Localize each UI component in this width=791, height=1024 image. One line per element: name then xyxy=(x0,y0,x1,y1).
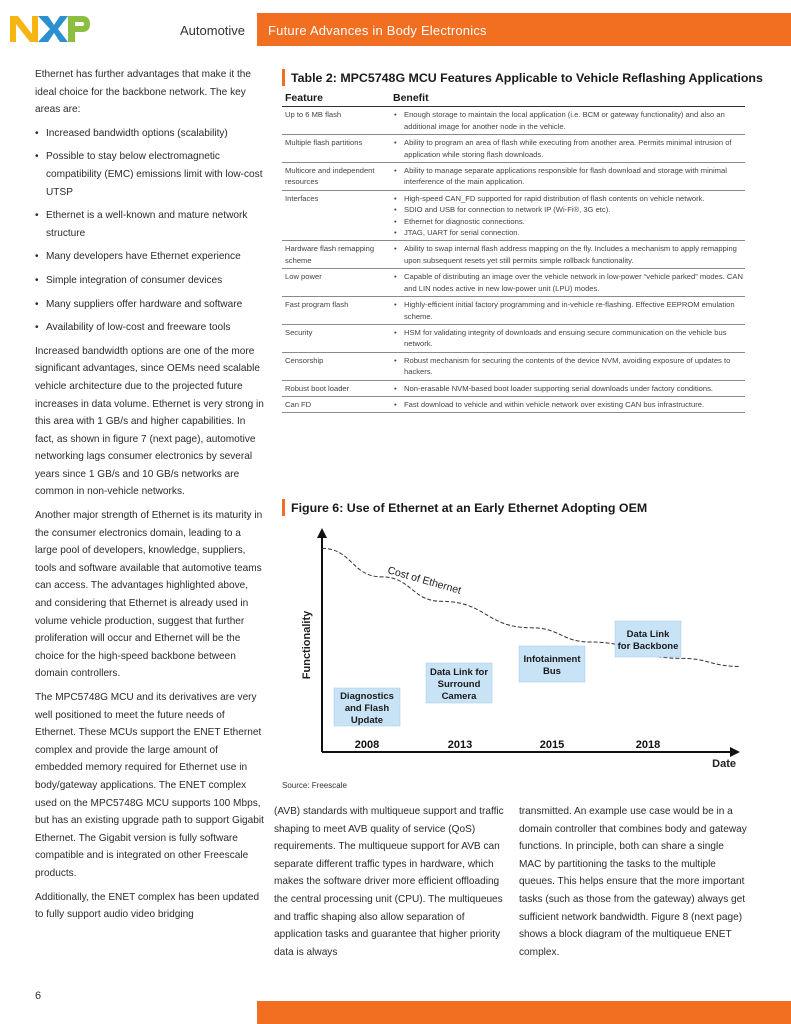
feature-cell: Multicore and independent resources xyxy=(282,163,390,191)
body-column-2: (AVB) standards with multiqueue support and traffic shaping to meet AVB quality of service (QoS) requirements. The multiqueue support for AVB can separate different traffic types in hardware, which makes the software driver more efficient offloading the central processing unit (CPU). The multiqueues and traffic shaping also allow separation of application tasks and guarantee that higher priority data is always xyxy=(274,806,504,958)
feature-column-header: Feature xyxy=(282,93,390,107)
table-row xyxy=(282,269,745,297)
feature-cell: Fast program flash xyxy=(282,297,390,325)
feature-cell: Hardware flash remapping scheme xyxy=(282,241,390,269)
advantages-list xyxy=(35,125,265,337)
benefit-item: • Enough storage to maintain the local application (i.e. BCM or gateway functionality) and also an additional image for another node in the vehicle. xyxy=(393,109,745,132)
milestone-label-line: Data Link xyxy=(626,629,670,640)
table-row xyxy=(282,190,745,241)
page-number: 6 xyxy=(35,990,42,1002)
benefit-item: • Ability to swap internal flash address mapping on the fly. Includes a mechanism to apply remapping upon subsequent resets yet still permits simple rollback functionality. xyxy=(393,243,745,266)
body-paragraph: Increased bandwidth options are one of the more significant advantages, since OEMs need scalable vehicle architecture due to the projected future increases in data volume. Ethernet is very strong in this area with 1 GB/s and higher capabilities. In fact, as shown in figure 7 (next page), automotive networking lags consumer electronics by several years since 1 GB/s and 10 GB/s networks are common in non-vehicle networks. xyxy=(35,345,264,498)
feature-cell: Multiple flash partitions xyxy=(282,135,390,163)
table-row xyxy=(282,135,745,163)
intro-paragraph: Ethernet has further advantages that make it the ideal choice for the backbone network. The key areas are: xyxy=(35,69,252,116)
milestone-label-line: Surround xyxy=(437,679,481,690)
list-item: • Increased bandwidth options (scalability) xyxy=(35,125,265,143)
benefit-cell xyxy=(390,269,745,297)
x-tick-label: 2008 xyxy=(354,739,380,751)
body-column-3: transmitted. An example use case would be in a domain controller that combines body and gateway functions. In principle, both can share a single MAC by partitioning the tasks to the multiple queues. This helps ensure that the more important tasks (such as those from the gateway) always get sufficient network bandwidth. Figure 8 (next page) shows a block diagram of the multiqueue ENET complex. xyxy=(519,806,747,958)
benefit-cell xyxy=(390,297,745,325)
list-item: • Many suppliers offer hardware and software xyxy=(35,296,265,314)
benefit-cell xyxy=(390,352,745,380)
benefit-cell xyxy=(390,380,745,396)
body-paragraph: Another major strength of Ethernet is its maturity in the consumer electronics domain, leading to a large pool of developers, knowledge, suppliers, tools and software available that automotive teams can access. The advantages highlighted above, and considering that Ethernet is already used in volume vehicle production, suggest that further proliferation will occur and Ethernet will be the choice for the high-speed backbone between domain controllers. xyxy=(35,510,263,680)
y-axis-label: Functionality xyxy=(301,610,313,680)
milestone-label-line: Camera xyxy=(441,691,477,702)
benefit-item: • High-speed CAN_FD supported for rapid distribution of flash contents on vehicle network. xyxy=(393,193,745,204)
benefit-cell xyxy=(390,190,745,241)
benefit-cell xyxy=(390,163,745,191)
x-tick-label: 2013 xyxy=(447,739,473,751)
benefit-item: • Fast download to vehicle and within vehicle network over existing CAN bus infrastructure. xyxy=(393,399,745,410)
benefit-item: • Capable of distributing an image over the vehicle network in low-power “vehicle parked” modes. CAN and LIN nodes active in new low-power unit (LPU) modes. xyxy=(393,271,745,294)
figure-heading xyxy=(282,496,747,518)
list-item: • Ethernet is a well-known and mature network structure xyxy=(35,207,265,242)
milestone-label-line: Infotainment xyxy=(523,654,581,665)
header-title: Future Advances in Body Electronics xyxy=(268,23,487,38)
chart-svg xyxy=(282,520,747,772)
table-row xyxy=(282,396,745,412)
feature-cell: Up to 6 MB flash xyxy=(282,107,390,135)
table-row xyxy=(282,241,745,269)
x-axis-label: Date xyxy=(712,758,736,770)
ethernet-adoption-chart xyxy=(282,520,747,772)
benefit-cell xyxy=(390,396,745,412)
list-item: • Availability of low-cost and freeware tools xyxy=(35,319,265,337)
benefit-item: • Ability to program an area of flash while executing from another area. Permits minimal intrusion of application while storing flash downloads. xyxy=(393,137,745,160)
figure-source: Source: Freescale xyxy=(282,781,347,790)
benefit-item: • Highly-efficient initial factory programming and in-vehicle re-flashing. Effective EEPROM emulation scheme. xyxy=(393,299,745,322)
y-axis-arrow xyxy=(317,528,327,538)
milestone-label-line: Diagnostics xyxy=(340,691,394,702)
table-title: Table 2: MPC5748G MCU Features Applicable to Vehicle Reflashing Applications xyxy=(291,71,763,85)
milestone-label-line: for Backbone xyxy=(617,641,679,652)
benefit-item: • Robust mechanism for securing the contents of the device NVM, avoiding exposure of updates to hackers. xyxy=(393,355,745,378)
x-axis-arrow xyxy=(730,747,740,757)
milestone-label-line: and Flash xyxy=(344,703,390,714)
milestone-label-line: Bus xyxy=(543,666,561,677)
features-table xyxy=(282,93,745,413)
heading-accent-bar xyxy=(282,69,285,86)
benefit-item: • JTAG, UART for serial connection. xyxy=(393,227,745,238)
table-heading xyxy=(282,66,763,88)
curve-label: Cost of Ethernet xyxy=(386,564,463,597)
feature-cell: Censorship xyxy=(282,352,390,380)
header-band xyxy=(257,13,791,46)
table-header-row xyxy=(282,93,745,107)
feature-cell: Low power xyxy=(282,269,390,297)
table-row xyxy=(282,297,745,325)
x-tick-label: 2018 xyxy=(635,739,661,751)
feature-cell: Interfaces xyxy=(282,190,390,241)
benefit-item: • HSM for validating integrity of downloads and ensuing secure communication on the vehicle bus network. xyxy=(393,327,745,350)
benefit-item: • Ethernet for diagnostic connections. xyxy=(393,216,745,227)
benefit-column-header: Benefit xyxy=(390,93,745,107)
table-row xyxy=(282,352,745,380)
table-row xyxy=(282,163,745,191)
list-item: • Possible to stay below electromagnetic compatibility (EMC) emissions limit with low-cost UTSP xyxy=(35,148,265,201)
x-tick-label: 2015 xyxy=(539,739,565,751)
benefit-cell xyxy=(390,324,745,352)
benefit-item: • Ability to manage separate applications responsible for flash download and storage with minimal interference of the main application. xyxy=(393,165,745,188)
feature-cell: Robust boot loader xyxy=(282,380,390,396)
milestone-label xyxy=(618,629,679,652)
table-row xyxy=(282,107,745,135)
list-item: • Many developers have Ethernet experience xyxy=(35,248,265,266)
heading-accent-bar xyxy=(282,499,285,516)
footer-band xyxy=(257,1001,791,1024)
milestone-label-line: Update xyxy=(350,715,384,726)
feature-cell: Can FD xyxy=(282,396,390,412)
nxp-logo xyxy=(8,10,90,44)
body-paragraph: The MPC5748G MCU and its derivatives are very well positioned to meet the future needs of Ethernet. These MCUs support the ENET Ethernet complex and provide the large amount of embedded memory required for Ethernet use in body/gateway applications. The ENET complex used on the MPC5748G MCU supports 100 Mbps, but has an existing upgrade path to support Gigabit Ethernet. The Gigabit version is fully software compatible and is integrated on other Freescale products. xyxy=(35,692,264,879)
list-item: • Simple integration of consumer devices xyxy=(35,272,265,290)
body-paragraph: Additionally, the ENET complex has been updated to fully support audio video bridging xyxy=(35,891,260,921)
figure-title: Figure 6: Use of Ethernet at an Early Ethernet Adopting OEM xyxy=(291,501,648,515)
feature-cell: Security xyxy=(282,324,390,352)
milestone-label-line: Data Link for xyxy=(429,667,489,678)
table-row xyxy=(282,380,745,396)
table-row xyxy=(282,324,745,352)
benefit-item: • SDIO and USB for connection to network IP (Wi-Fi®, 3G etc). xyxy=(393,204,745,215)
nxp-logo-icon xyxy=(8,10,90,44)
benefit-cell xyxy=(390,107,745,135)
benefit-item: • Non-erasable NVM-based boot loader supporting serial downloads under factory conditions. xyxy=(393,383,745,394)
table-body xyxy=(282,107,745,413)
benefit-cell xyxy=(390,135,745,163)
section-label: Automotive xyxy=(180,23,246,38)
left-column xyxy=(35,66,265,930)
benefit-cell xyxy=(390,241,745,269)
